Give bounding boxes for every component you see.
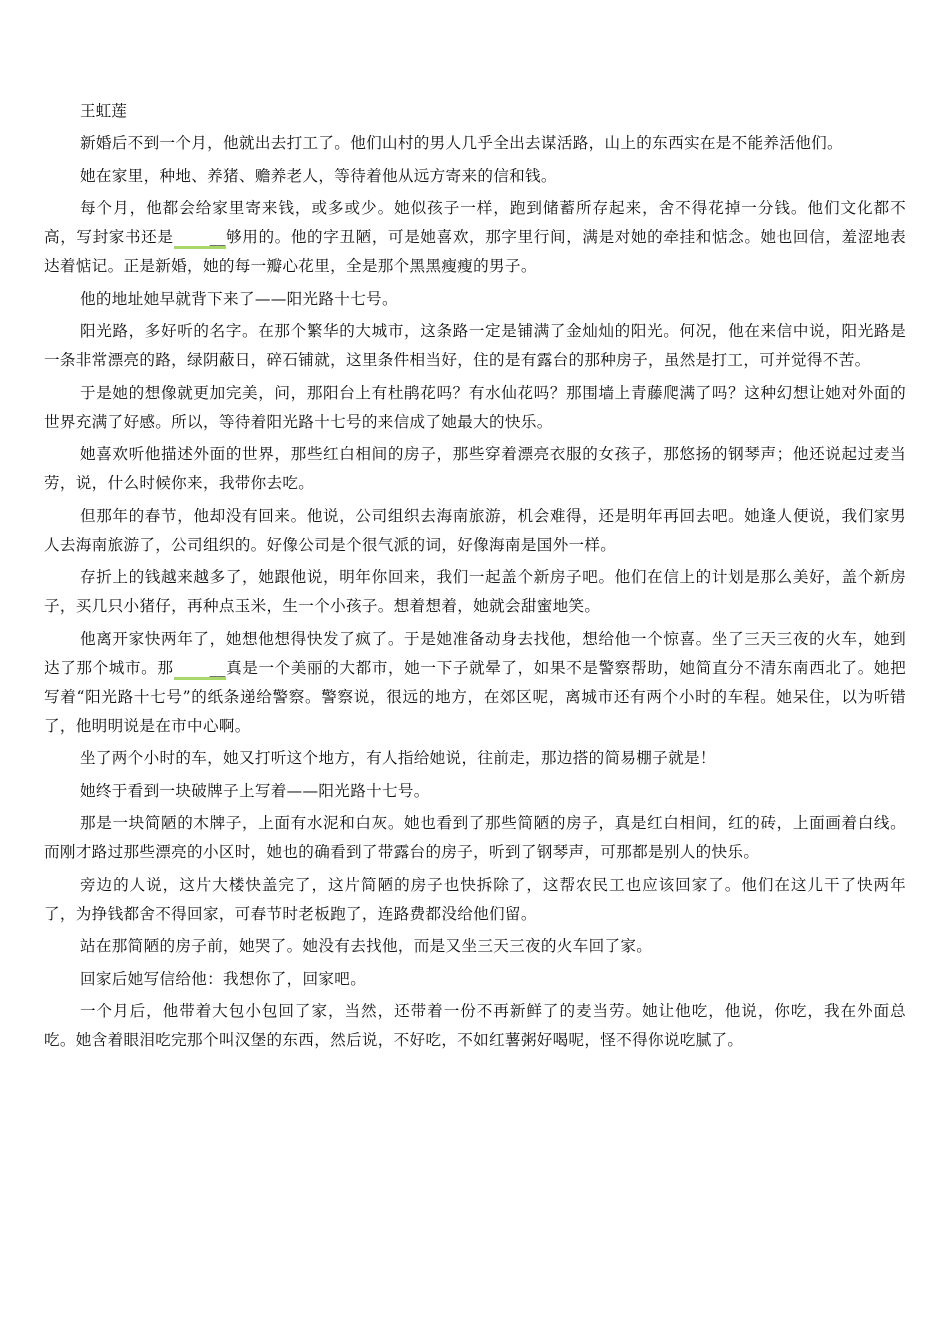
paragraph-2: 她在家里，种地、养猪、赡养老人，等待着他从远方寄来的信和钱。 bbox=[80, 166, 557, 185]
paragraph-4: 他的地址她早就背下来了——阳光路十七号。 bbox=[80, 289, 398, 308]
blank-mark: __ bbox=[174, 223, 226, 252]
document-page bbox=[44, 97, 906, 1059]
paragraph-16: 回家后她写信给他：我想你了，回家吧。 bbox=[80, 969, 367, 988]
paragraph-10-before: 他离开家快两年了，她想他想得快发了疯了。于是她准备动身去找他，想给他一个惊喜。坐了三天三夜的火车，她到达了那个城市。那 bbox=[44, 629, 906, 677]
paragraph-3-before: 每个月，他都会给家里寄来钱，或多或少。她似孩子一样，跑到储蓄所存起来，舍不得花掉一分钱。他们文化都不高，写封家书还是 bbox=[44, 199, 906, 246]
paragraph-14: 旁边的人说，这片大楼快盖完了，这片简陋的房子也快拆除了，这帮农民工也应该回家了。他们在这儿干了快两年了，为挣钱都舍不得回家，可春节时老板跑了，连路费都没给他们留。 bbox=[44, 875, 906, 923]
author-name: 王虹莲 bbox=[80, 102, 127, 120]
paragraph-13: 那是一块简陋的木牌子，上面有水泥和白灰。她也看到了那些简陋的房子，真是红白相间，红的砖，上面画着白线。而刚才路过那些漂亮的小区时，她也的确看到了带露台的房子，听到了钢琴声，可那都是别人的快乐。 bbox=[44, 814, 906, 861]
paragraph-9: 存折上的钱越来越多了，她跟他说，明年你回来，我们一起盖个新房子吧。他们在信上的计划是那么美好，盖个新房子，买几只小猪仔，再种点玉米，生一个小孩子。想着想着，她就会甜蜜地笑。 bbox=[44, 568, 906, 615]
paragraph-6: 于是她的想像就更加完美，问，那阳台上有杜鹃花吗？有水仙花吗？那围墙上青藤爬满了吗？这种幻想让她对外面的世界充满了好感。所以，等待着阳光路十七号的来信成了她最大的快乐。 bbox=[44, 383, 906, 431]
paragraph-3-after: 够用的。他的字丑陋，可是她喜欢，那字里行间，满是对她的牵挂和惦念。她也回信，羞涩地表达着惦记。正是新婚，她的每一瓣心花里，全是那个黑黑瘦瘦的男子。 bbox=[44, 228, 906, 275]
paragraph-7: 她喜欢听他描述外面的世界，那些红白相间的房子，那些穿着漂亮衣服的女孩子，那悠扬的钢琴声；他还说起过麦当劳，说，什么时候你来，我带你去吃。 bbox=[44, 445, 906, 492]
paragraph-11: 坐了两个小时的车，她又打听这个地方，有人指给她说，往前走，那边搭的简易棚子就是！ bbox=[80, 749, 716, 767]
paragraph-8: 但那年的春节，他却没有回来。他说，公司组织去海南旅游，机会难得，还是明年再回去吧。她逢人便说，我们家男人去海南旅游了，公司组织的。好像公司是个很气派的词，好像海南是国外一样。 bbox=[44, 506, 906, 554]
paragraph-15: 站在那简陋的房子前，她哭了。她没有去找他，而是又坐三天三夜的火车回了家。 bbox=[80, 937, 653, 955]
paragraph-3 bbox=[44, 194, 906, 281]
paragraph-12: 她终于看到一块破牌子上写着——阳光路十七号。 bbox=[80, 781, 430, 800]
paragraph-10 bbox=[44, 625, 906, 741]
paragraph-1: 新婚后不到一个月，他就出去打工了。他们山村的男人几乎全出去谋活路，山上的东西实在是不能养活他们。 bbox=[80, 134, 843, 152]
paragraph-10-after: 真是一个美丽的大都市，她一下子就晕了，如果不是警察帮助，她简直分不清东南西北了。她把写着“阳光路十七号”的纸条递给警察。警察说，很远的地方，在郊区呢，离城市还有两个小时的车程。她呆住，以为听错了，他明明说是在市中心啊。 bbox=[44, 658, 906, 735]
paragraph-5: 阳光路，多好听的名字。在那个繁华的大城市，这条路一定是铺满了金灿灿的阳光。何况，他在来信中说，阳光路是一条非常漂亮的路，绿阴蔽日，碎石铺就，这里条件相当好，住的是有露台的那种房子，虽然是打工，可并觉得不苦。 bbox=[44, 322, 906, 369]
paragraph-17: 一个月后，他带着大包小包回了家，当然，还带着一份不再新鲜了的麦当劳。她让他吃，他说，你吃，我在外面总吃。她含着眼泪吃完那个叫汉堡的东西，然后说，不好吃，不如红薯粥好喝呢，怪不得你说吃腻了。 bbox=[44, 1002, 906, 1049]
blank-mark: __ bbox=[174, 654, 226, 683]
